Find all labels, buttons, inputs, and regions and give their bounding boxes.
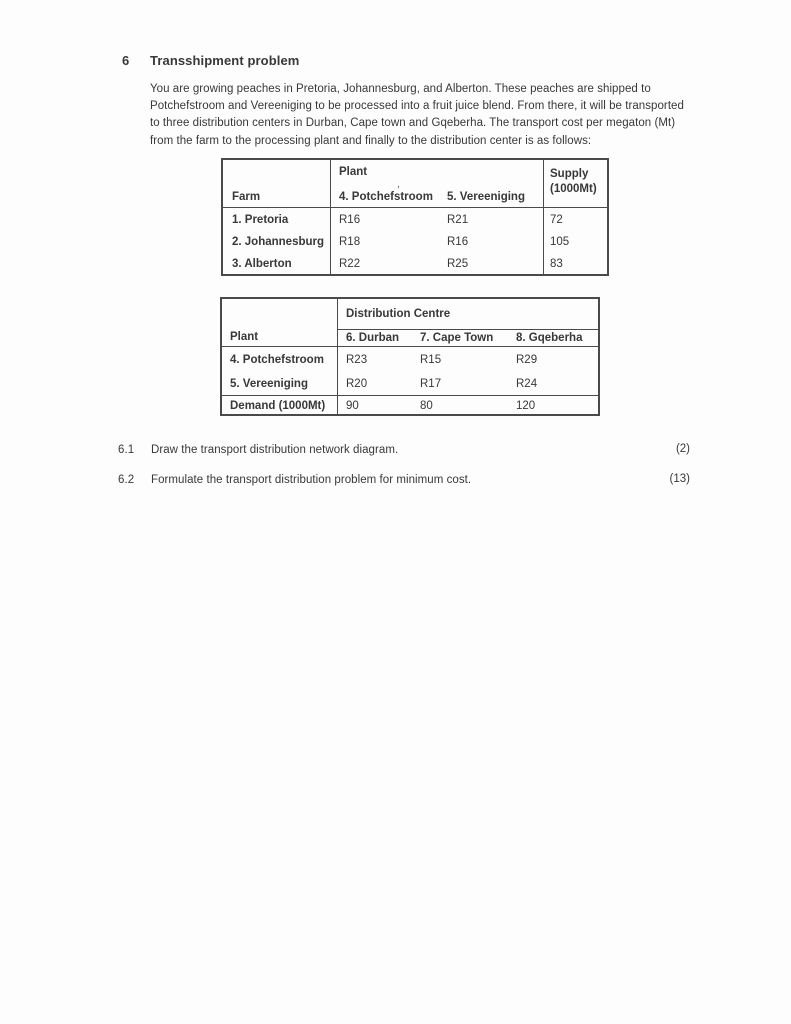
table2-demand-durban: 90 bbox=[338, 395, 412, 414]
paragraph-line: from the farm to the processing plant and finally to the distribution center is as follows: bbox=[150, 134, 592, 147]
table2-row-gqeberha-cost: R24 bbox=[516, 377, 538, 390]
table2-row-durban-cost: R20 bbox=[346, 377, 368, 390]
table1-header-supply-line1: Supply bbox=[550, 168, 589, 180]
question-6-1-marks: (2) bbox=[675, 443, 690, 455]
table1-row-farm: 2. Johannesburg bbox=[223, 230, 331, 252]
question-6-2-marks: (13) bbox=[669, 473, 690, 485]
table1-header-supply-line2: (1000Mt) bbox=[550, 183, 597, 195]
table2-header-plant-label: Plant bbox=[230, 331, 259, 343]
table1-row-vereeniging-cost: R21 bbox=[447, 214, 469, 226]
section-number: 6 bbox=[122, 53, 130, 68]
plant-to-distribution-cost-table bbox=[220, 297, 600, 416]
table2-header-gqeberha: 8. Gqeberha bbox=[508, 330, 598, 347]
table2-row-plant: 4. Potchefstroom bbox=[222, 347, 338, 371]
question-text: Formulate the transport distribution problem for minimum cost. bbox=[151, 474, 472, 486]
table2-row-durban-cost: R23 bbox=[346, 353, 368, 366]
table1-row-potchefstroom-cost: R16 bbox=[339, 214, 361, 226]
table1-header-supply bbox=[543, 160, 607, 208]
table1-row-supply: 105 bbox=[543, 230, 607, 252]
question-6-1 bbox=[118, 444, 398, 456]
question-number: 6.2 bbox=[118, 474, 135, 486]
question-number: 6.1 bbox=[118, 444, 135, 456]
paragraph-line: Potchefstroom and Vereeniging to be processed into a fruit juice blend. From there, it will be transported bbox=[150, 100, 684, 113]
table1-row-supply: 83 bbox=[543, 252, 607, 274]
table1-row-vereeniging-cost: R16 bbox=[447, 236, 469, 248]
paragraph-line: You are growing peaches in Pretoria, Johannesburg, and Alberton. These peaches are shipped to bbox=[150, 83, 651, 95]
table1-row-potchefstroom-cost: R22 bbox=[339, 258, 361, 270]
table1-header-vereeniging: 5. Vereeniging bbox=[447, 191, 525, 203]
table1-row-potchefstroom-cost: R18 bbox=[339, 236, 361, 248]
table1-row-vereeniging-cost: R25 bbox=[447, 258, 469, 270]
table2-row-plant: 5. Vereeniging bbox=[222, 371, 338, 395]
table2-header-group: Distribution Centre bbox=[338, 299, 598, 330]
question-6-2 bbox=[118, 474, 471, 486]
problem-statement bbox=[150, 81, 684, 150]
scan-artifact-mark: , bbox=[397, 179, 400, 190]
table2-row-gqeberha-cost: R29 bbox=[516, 353, 538, 366]
table1-row-farm: 1. Pretoria bbox=[223, 208, 331, 230]
table1-header-farm-label: Farm bbox=[232, 191, 261, 203]
table2-demand-gqeberha: 120 bbox=[508, 395, 598, 414]
table2-demand-cape-town: 80 bbox=[412, 395, 508, 414]
question-text: Draw the transport distribution network diagram. bbox=[151, 444, 399, 456]
table1-header-plant-group bbox=[331, 160, 543, 208]
table2-demand-label: Demand (1000Mt) bbox=[222, 395, 338, 414]
table1-row-farm: 3. Alberton bbox=[223, 252, 331, 274]
table2-row-cape-town-cost: R17 bbox=[420, 377, 442, 390]
section-heading bbox=[122, 53, 299, 68]
table2-header-plant bbox=[222, 299, 338, 347]
paragraph-line: to three distribution centers in Durban, Cape town and Gqeberha. The transport cost per megaton (Mt) bbox=[150, 117, 676, 130]
table1-row-supply: 72 bbox=[543, 208, 607, 230]
farm-to-plant-cost-table bbox=[221, 158, 609, 276]
table1-header-potchefstroom: 4. Potchefstroom bbox=[339, 191, 433, 203]
section-title: Transshipment problem bbox=[150, 53, 300, 68]
table2-header-cape-town: 7. Cape Town bbox=[412, 330, 508, 347]
table2-row-cape-town-cost: R15 bbox=[420, 353, 442, 366]
table2-header-durban: 6. Durban bbox=[338, 330, 412, 347]
table1-header-farm bbox=[223, 160, 331, 208]
table1-header-plant-label: Plant bbox=[339, 166, 368, 178]
